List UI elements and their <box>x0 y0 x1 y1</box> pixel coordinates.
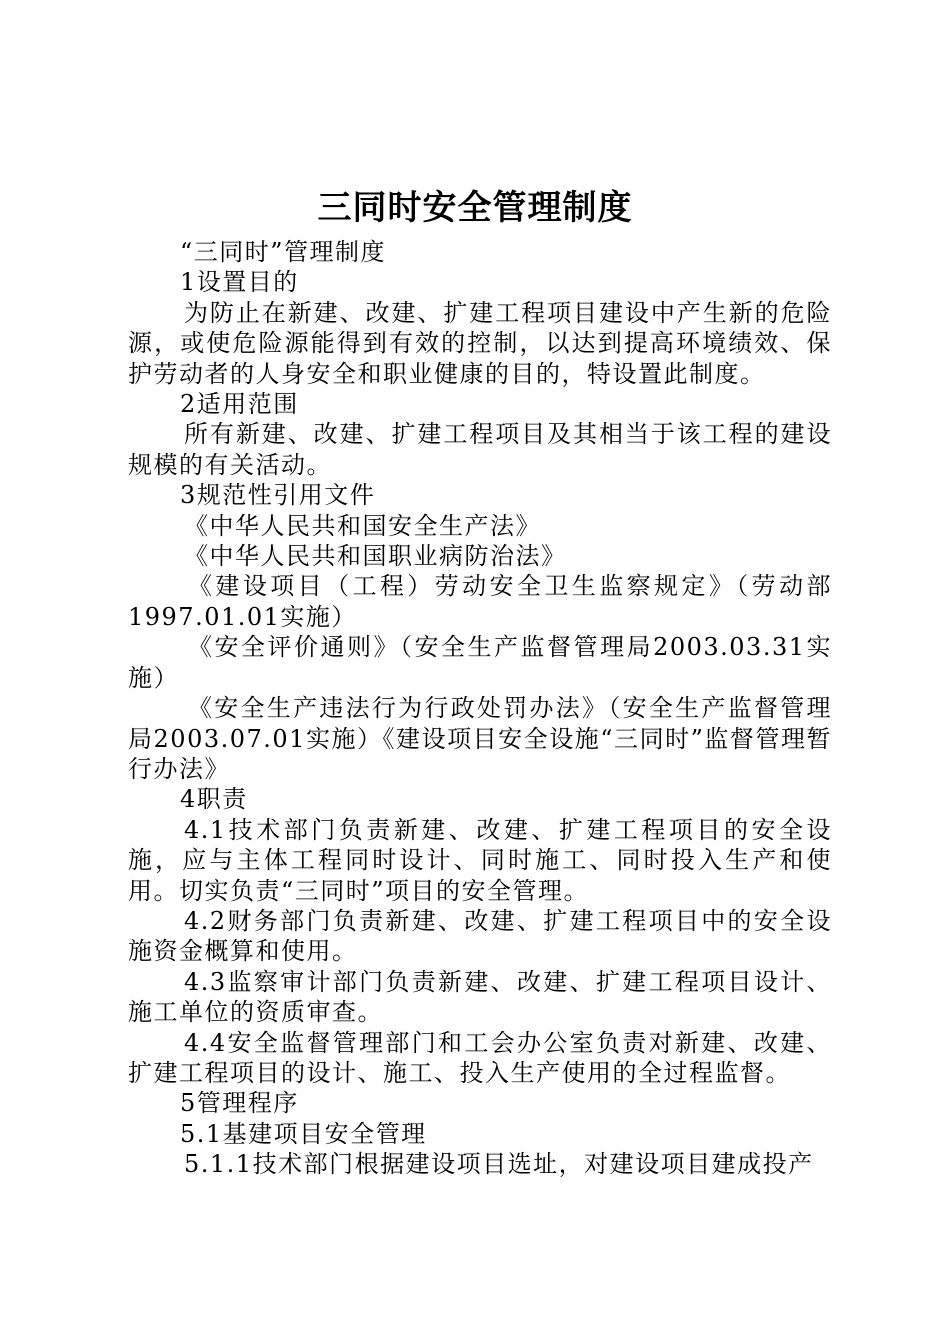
paragraph: 为防止在新建、改建、扩建工程项目建设中产生新的危险源，或使危险源能得到有效的控制，以达到提高环境绩效、保护劳动者的人身安全和职业健康的目的，特设置此制度。 <box>128 298 832 388</box>
paragraph: 4职责 <box>180 785 248 814</box>
paragraph: 《安全评价通则》（安全生产监督管理局2003.03.31实施） <box>128 633 832 692</box>
paragraph: 所有新建、改建、扩建工程项目及其相当于该工程的建设规模的有关活动。 <box>128 420 832 479</box>
paragraph: 《中华人民共和国职业病防治法》 <box>184 542 567 571</box>
paragraph: 5.1基建项目安全管理 <box>180 1119 427 1148</box>
paragraph: 4.1技术部门负责新建、改建、扩建工程项目的安全设施，应与主体工程同时设计、同时施工、同时投入生产和使用。切实负责“三同时”项目的安全管理。 <box>128 815 832 905</box>
document-title: 三同时安全管理制度 <box>317 188 633 228</box>
paragraph: 4.4安全监督管理部门和工会办公室负责对新建、改建、扩建工程项目的设计、施工、投入生产使用的全过程监督。 <box>128 1028 832 1087</box>
paragraph: 《建设项目（工程）劳动安全卫生监察规定》（劳动部1997.01.01实施） <box>128 572 832 631</box>
paragraph: 5.1.1技术部门根据建设项目选址，对建设项目建成投产 <box>184 1150 814 1179</box>
paragraph: 1设置目的 <box>180 268 299 297</box>
paragraph: 《中华人民共和国安全生产法》 <box>184 511 541 540</box>
paragraph: 《安全生产违法行为行政处罚办法》（安全生产监督管理局2003.07.01实施）《建设项目安全设施“三同时”监督管理暂行办法》 <box>128 694 832 783</box>
document-body <box>128 237 832 1180</box>
paragraph: 4.2财务部门负责新建、改建、扩建工程项目中的安全设施资金概算和使用。 <box>128 906 832 966</box>
paragraph: 2适用范围 <box>180 390 299 419</box>
paragraph: 4.3监察审计部门负责新建、改建、扩建工程项目设计、施工单位的资质审查。 <box>128 967 832 1027</box>
paragraph: 3规范性引用文件 <box>180 481 376 510</box>
paragraph: “三同时”管理制度 <box>180 238 387 266</box>
paragraph: 5管理程序 <box>180 1089 299 1118</box>
